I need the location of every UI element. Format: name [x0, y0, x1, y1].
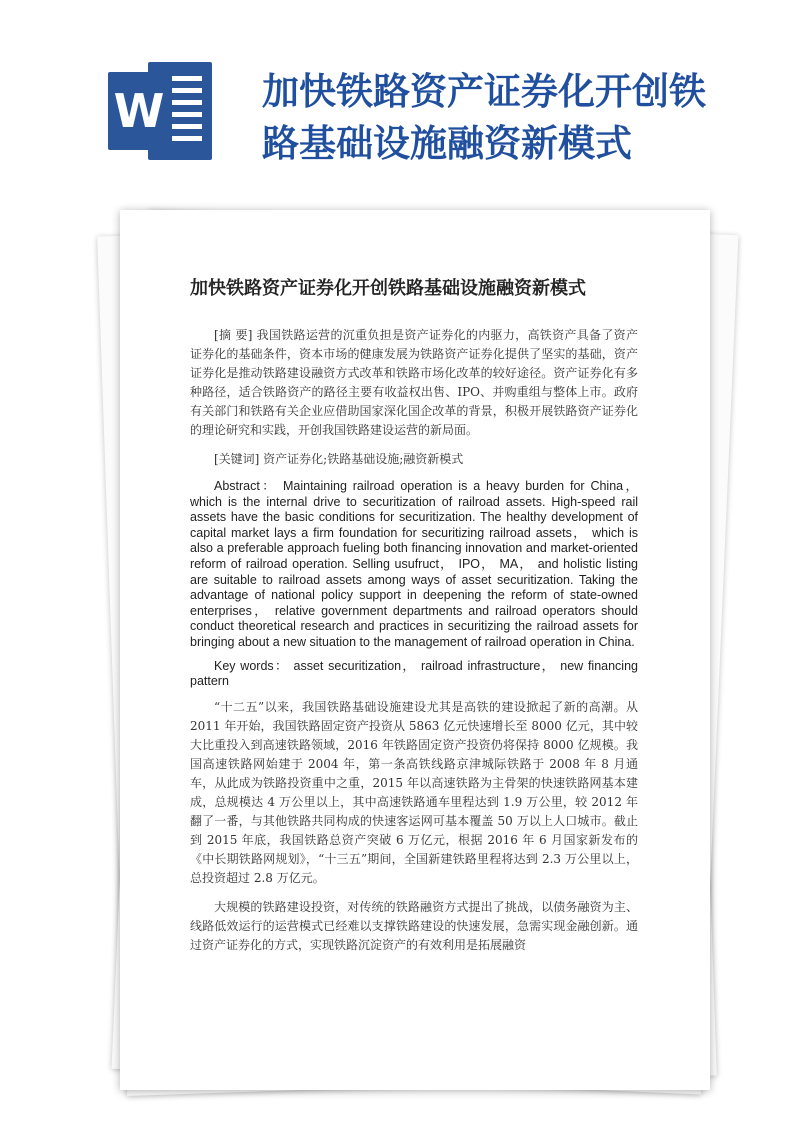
- body-paragraph-2: 大规模的铁路建设投资，对传统的铁路融资方式提出了挑战，以债务融资为主、线路低效运行的运营模式已经难以支撑铁路建设的快速发展，急需实现金融创新。通过资产证券化的方式，实现铁路沉淀资产的有效利用是拓展融资: [190, 899, 638, 952]
- word-icon: [108, 62, 218, 162]
- abstract-cn: [摘 要] 我国铁路运营的沉重负担是资产证券化的内驱力，高铁资产具备了资产证券化的基础条件，资本市场的健康发展为铁路资产证券化提供了坚实的基础，资产证券化是推动铁路建设融资方式改革和铁路市场化改革的较好途径。资产证券化有多种路径，适合铁路资产的路径主要有收益权出售、IPO、并购重组与整体上市。政府有关部门和铁路有关企业应借助国家深化国企改革的背景，积极开展铁路资产证券化的理论研究和实践，开创我国铁路建设运营的新局面。: [190, 328, 638, 437]
- word-icon-letter: W: [108, 72, 170, 150]
- page-content: [190, 274, 638, 965]
- document-page: [120, 210, 710, 1090]
- keywords-en: Key words： asset securitization， railroad infrastructure， new financing pattern: [190, 658, 638, 689]
- document-title: 加快铁路资产证券化开创铁路基础设施融资新模式: [262, 70, 706, 165]
- keywords-cn: [关键词] 资产证券化;铁路基础设施;融资新模式: [214, 452, 464, 466]
- body-paragraph-1: “十二五”以来，我国铁路基础设施建设尤其是高铁的建设掀起了新的高潮。从 2011 年开始，我国铁路固定资产投资从 5863 亿元快速增长至 8000 亿元，其中较大比重投入到高速铁路领域，2016 年铁路固定资产投资仍将保持 8000 亿规模。我国高速铁路网始建于 2004 年，第一条高铁线路京津城际铁路于 2008 年 8 月通车，从此成为铁路投资重中之重，2015 年以高速铁路为主骨架的快速铁路网基本建成，总规模达 4 万公里以上，其中高速铁路通车里程达到 1.9 万公里，较 2012 年翻了一番，与其他铁路共同构成的快速客运网可基本覆盖 50 万以上人口城市。截止到 2015 年底，我国铁路总资产突破 6 万亿元，根据 2016 年 6 月国家新发布的《中长期铁路网规划》，“十三五”期间，全国新建铁路里程将达到 2.3 万公里以上，总投资超过 2.8 万亿元。: [190, 699, 638, 885]
- header-banner: [0, 0, 800, 205]
- abstract-en: Abstract： Maintaining railroad operation is a heavy burden for China，which is the internal drive to securitization of railroad assets. High-speed rail assets have the basic conditions for securitization. The healthy development of capital market lays a firm foundation for securitizing railroad assets， which is also a preferable approach fueling both financing innovation and market-oriented reform of railroad operation. Selling usufruct， IPO， MA， and holistic listing are suitable to railroad assets among ways of asset securitization. Taking the advantage of national policy support in deepening the reform of state-owned enterprises， relative government departments and railroad operators should conduct theoretical research and practices in securitizing the railroad assets for bringing about a new situation to the management of railroad operation in China.: [190, 479, 638, 649]
- paper-title: 加快铁路资产证券化开创铁路基础设施融资新模式: [190, 278, 586, 299]
